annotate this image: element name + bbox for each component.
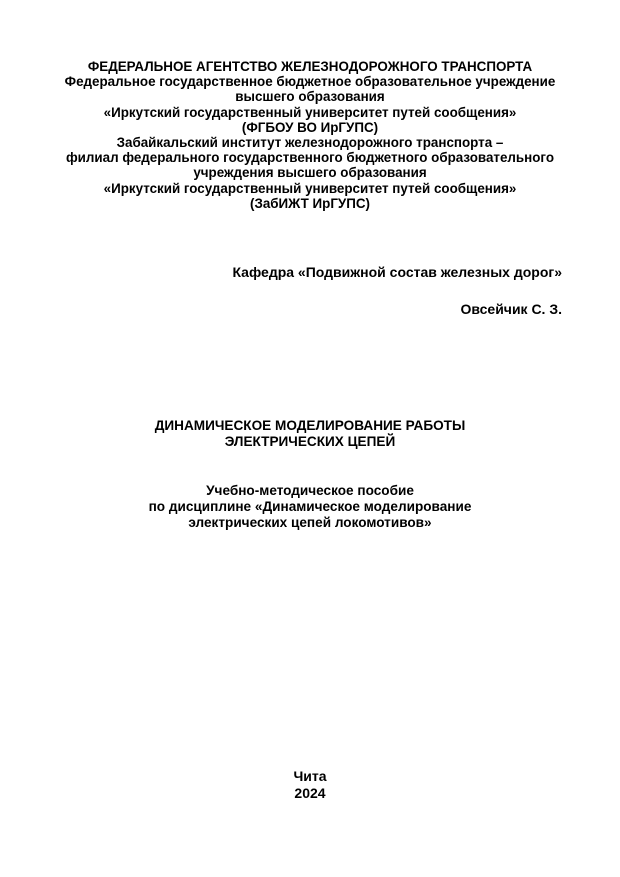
department-name: Кафедра «Подвижной состав железных дорог»: [232, 264, 562, 280]
university-abbreviation: (ФГБОУ ВО ИрГУПС): [241, 119, 379, 135]
institution-type-line: Федеральное государственное бюджетное образовательное учреждение: [64, 74, 556, 90]
document-subtitle: [0, 483, 620, 531]
subtitle-line: Учебно-методическое пособие: [206, 483, 414, 498]
parent-university-name: «Иркутский государственный университет путей сообщения»: [103, 180, 517, 196]
branch-description: учреждения высшего образования: [193, 165, 427, 181]
publication-city: Чита: [293, 768, 327, 784]
author-name: Овсейчик С. З.: [460, 301, 562, 317]
university-name: «Иркутский государственный университет путей сообщения»: [103, 104, 517, 120]
institution-type-line: высшего образования: [235, 89, 385, 105]
institution-header: [0, 59, 620, 211]
agency-name: ФЕДЕРАЛЬНОЕ АГЕНТСТВО ЖЕЛЕЗНОДОРОЖНОГО ТРАНСПОРТА: [87, 59, 533, 74]
branch-description: филиал федерального государственного бюджетного образовательного: [65, 150, 555, 166]
publication-info: [0, 768, 620, 802]
title-line: ЭЛЕКТРИЧЕСКИХ ЦЕПЕЙ: [224, 434, 396, 449]
title-line: ДИНАМИЧЕСКОЕ МОДЕЛИРОВАНИЕ РАБОТЫ: [154, 418, 466, 433]
document-title: [0, 418, 620, 450]
branch-name: Забайкальский институт железнодорожного транспорта –: [116, 135, 504, 151]
branch-abbreviation: (ЗабИЖТ ИрГУПС): [249, 195, 370, 211]
subtitle-line: по дисциплине «Динамическое моделирование: [148, 499, 472, 514]
subtitle-line: электрических цепей локомотивов»: [188, 515, 432, 530]
publication-year: 2024: [294, 785, 326, 801]
